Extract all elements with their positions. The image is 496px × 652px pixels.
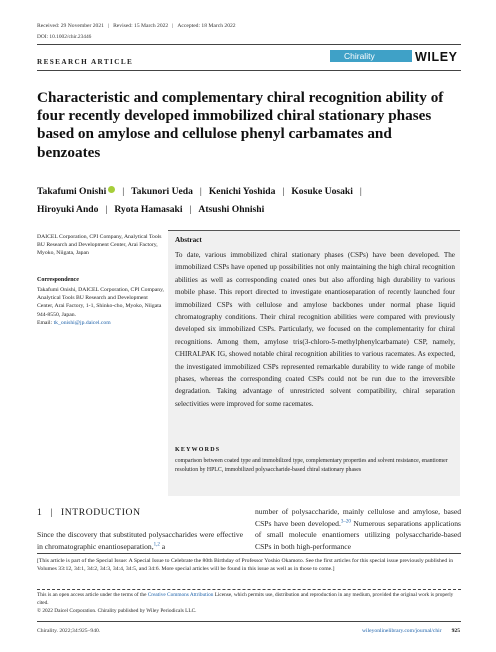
section-number: 1 — [37, 507, 43, 518]
author[interactable]: Atsushi Ohnishi — [198, 203, 265, 215]
revised-date: Revised: 15 March 2022 — [113, 23, 169, 29]
keywords-heading: KEYWORDS — [175, 447, 221, 453]
affiliation: DAICEL Corporation, CPI Company, Analytical Tools BU Research and Development Center, Arai Factory, Myoko, Niigata, Japan — [37, 234, 162, 257]
email-label: Email: — [37, 319, 54, 326]
copyright: © 2022 Daicel Corporation. Chirality published by Wiley Periodicals LLC. — [37, 607, 197, 614]
publisher-logo: WILEY — [415, 50, 458, 64]
intro-column-2: number of polysaccharide, mainly cellulose and amylose, based CSPs have been developed.$^{3-20}$ Numerous separations applications of small molecule enantiomers utilizing polysaccharide-based CSPs in both high-performance — [255, 507, 461, 551]
page-number: 925 — [451, 628, 460, 634]
email-link[interactable]: tk_onishi@jp.daicel.com — [53, 319, 111, 326]
article-type: RESEARCH ARTICLE — [37, 58, 134, 66]
license-notice: This is an open access article under the terms of the Creative Commons Attribution License, which permits use, distribution and reproduction in any medium, provided the original work is properly cited. © 2022 Daicel Corporation. Chirality published by Wiley Periodicals LLC. — [37, 592, 454, 614]
citation: Chirality. 2022;34:925–940. — [37, 628, 101, 634]
author[interactable]: Hiroyuki Ando — [37, 203, 99, 215]
footer-rule — [37, 621, 461, 622]
author[interactable]: Takunori Ueda — [131, 186, 193, 197]
journal-badge: Chirality — [330, 50, 412, 62]
author[interactable]: Takafumi Onishi — [37, 186, 107, 197]
header-rule — [37, 44, 461, 45]
section-rule — [37, 70, 461, 71]
author-list: Takafumi Onishi | Takunori Ueda | Kenichi Yoshida | Kosuke Uosaki | Hiroyuki Ando | Ryota Hamasaki | Atsushi Ohnishi — [37, 186, 362, 215]
correspondence-label: Correspondence — [37, 277, 79, 283]
abstract-text: To date, various immobilized chiral stationary phases (CSPs) have been developed. The immobilized CSPs have opened up possibilities not only maintaining the high chiral recognition abilities as well as corresponding coated ones but also affording high durability to various mobile phase. This report directed to investigate enantioseparation of recently launched four immobilized CSPs with cellulose and amylose backbones under normal phase liquid chromatography conditions. Their chiral recognition abilities were compared with previously developed six immobilized CSPs. Particularly, we focused on the complementarity for chiral recognitions. Among them, amylose tris(3-chloro-5-methylphenylcarbamate) CSP, namely, CHIRALPAK IG, showed notable chiral recognition abilities to various racemates. As expected, the investigated immobilized CSPs represented remarkable durability to wide range of mobile phases, whereas the corresponding coated CSPs could not be run due to the irreversible degradation. Taking advantage of unrestricted solvent compatibility, chiral separation selectivities were improved for some racemates. — [175, 251, 455, 408]
received-date: Received: 29 November 2021 — [37, 23, 104, 29]
footer-right — [330, 628, 460, 634]
author[interactable]: Kosuke Uosaki — [291, 186, 353, 197]
keywords-text: comparison between coated type and immobilized type, complementary properties and solvent resistance, enantiomer resolution by HPLC, immobilized polysaccharide-based chiral stationary phases — [175, 458, 448, 473]
correspondence — [37, 286, 165, 327]
orcid-icon[interactable] — [108, 186, 115, 193]
doi: DOI: 10.1002/chir.23446 — [37, 34, 92, 40]
note-rule — [37, 553, 461, 554]
accepted-date: Accepted: 18 March 2022 — [177, 23, 236, 29]
special-issue-note: [This article is part of the Special Issue: A Special Issue to Celebrate the 80th Birthday of Professor Yoshio Okamoto. See the first articles for this special issue previously published in Volumes 33:12, 34:1, 34:2, 34:3, 34:4, 34:5, and 34:6. More special articles will be found in this issue as well as in those to come.] — [37, 558, 454, 573]
author[interactable]: Ryota Hamasaki — [114, 203, 183, 215]
section-title: INTRODUCTION — [60, 507, 141, 518]
author[interactable]: Kenichi Yoshida — [208, 186, 276, 197]
license-rule — [37, 589, 461, 590]
reference-link[interactable]: 1,2 — [153, 542, 160, 548]
reference-link[interactable]: 3–20 — [340, 519, 351, 525]
abstract-heading: Abstract — [175, 236, 202, 244]
section-heading: 1 | INTRODUCTION — [37, 507, 141, 518]
correspondence-text: Takafumi Onishi, DAICEL Corporation, CPI Company, Analytical Tools BU Research and Development Center, Arai Factory, 1-1, Shinko-cho, Myoko, Niigata 944-8550, Japan. — [37, 287, 164, 318]
received-dates: Received: 29 November 2021 | Revised: 15 March 2022 | Accepted: 18 March 2022 — [37, 23, 236, 29]
article-title: Characteristic and complementary chiral recognition ability of four recently developed immobilized chiral stationary phases based on amylose and cellulose phenyl carbamates and benzoates — [37, 89, 444, 161]
license-link[interactable]: Creative Commons Attribution — [147, 592, 214, 598]
journal-url[interactable]: wileyonlinelibrary.com/journal/chir — [361, 628, 442, 634]
intro-column-1: Since the discovery that substituted polysaccharides were effective in chromatographic enantioseparation,$^{1,2}$ a — [37, 530, 243, 551]
